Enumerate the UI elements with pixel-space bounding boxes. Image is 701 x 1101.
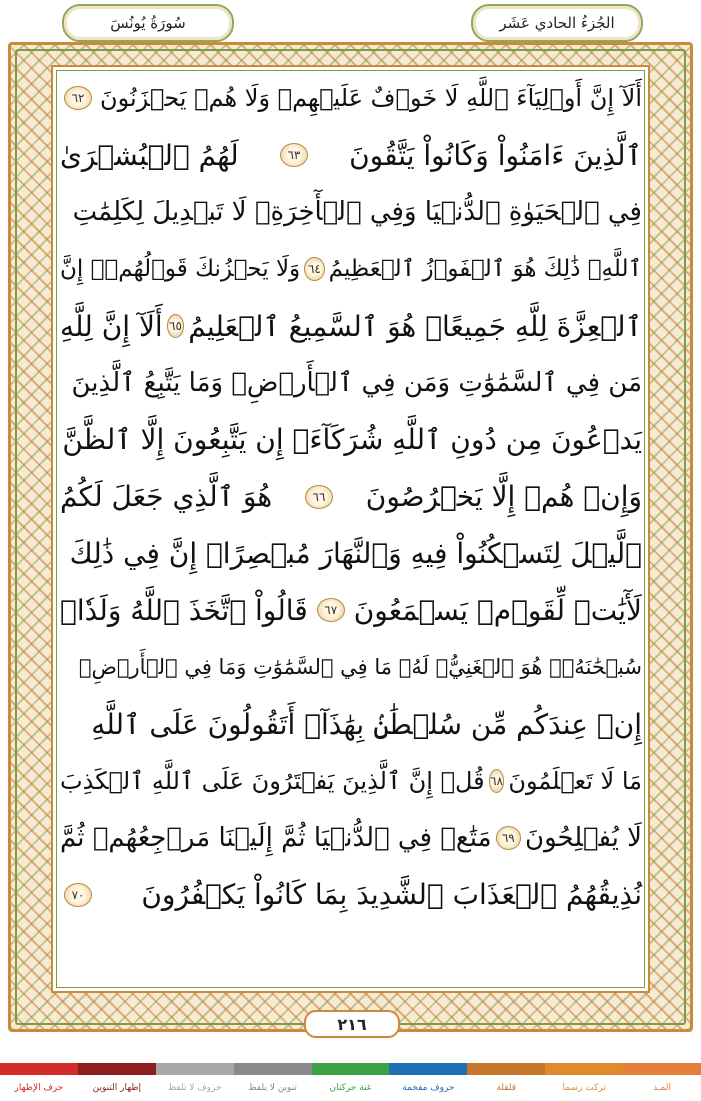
legend-item [0,1063,78,1101]
verse-number-marker: ٦٨ [489,769,505,793]
verse-number-marker: ٧٠ [64,883,92,907]
verse-line-text: لَا يُفۡلِحُونَ [525,823,642,854]
juz-title: الجُزءُ الحادي عَشَر [471,4,643,42]
legend-item [467,1063,545,1101]
verse-line-text: ٱللَّهِۚ ذَٰلِكَ هُوَ ٱلۡفَوۡزُ ٱلۡعَظِيمُ [328,256,642,283]
verse-line-text: لَهُمُ ٱلۡبُشۡرَىٰ [60,138,239,172]
verse-line-text: مَا لَا تَعۡلَمُونَ [508,767,642,796]
verse-line [60,70,642,127]
legend-item [312,1063,390,1101]
verse-line [60,866,642,923]
legend-label: غنة حركتان [329,1083,372,1093]
legend-label: تنوين لا يلفظ [248,1083,297,1093]
legend-color-swatch [234,1063,312,1075]
verse-number-marker: ٦٩ [496,826,521,850]
verse-line [60,468,642,525]
page-number: ٢١٦ [304,1010,400,1038]
verse-line-text: قُلۡ إِنَّ ٱلَّذِينَ يَفۡتَرُونَ عَلَى ٱللَّهِ ٱلۡكَذِبَ [60,767,485,796]
verse-line-text: يَدۡعُونَ مِن دُونِ ٱللَّهِ شُرَكَآءَۚ إِن يَتَّبِعُونَ إِلَّا ٱلظَّنَّ [62,423,642,457]
verse-line-text: نُذِيقُهُمُ ٱلۡعَذَابَ ٱلشَّدِيدَ بِمَا كَانُواْ يَكۡفُرُونَ [141,878,642,912]
legend-color-swatch [467,1063,545,1075]
legend-label: حرف الإظهار [14,1083,64,1093]
verse-line-text: أَلَآ إِنَّ لِلَّهِ [60,309,163,343]
verse-line-text: مَتَٰعٞ فِي ٱلدُّنۡيَا ثُمَّ إِلَيۡنَا مَرۡجِعُهُمۡ ثُمَّ [60,823,492,854]
verse-number-marker: ٦٧ [317,598,345,622]
legend-item [156,1063,234,1101]
legend-label: تركت رسما [562,1083,606,1093]
verse-line [60,411,642,468]
legend-label: إظهار التنوين [92,1083,142,1093]
tajweed-legend [0,1063,701,1101]
verse-line [60,241,642,298]
legend-label: قلقلة [496,1083,517,1093]
verse-number-marker: ٦٣ [280,143,308,167]
legend-item [623,1063,701,1101]
verse-text [60,70,642,980]
verse-number-marker: ٦٢ [64,86,92,110]
verse-line-text: سُبۡحَٰنَهُۥۖ هُوَ ٱلۡغَنِيُّۖ لَهُۥ مَا فِي ٱلسَّمَٰوَٰتِ وَمَا فِي ٱلۡأَرۡضِۚ [78,655,642,680]
legend-color-swatch [0,1063,78,1075]
verse-line-text: فِي ٱلۡحَيَوٰةِ ٱلدُّنۡيَا وَفِي ٱلۡأٓخِرَةِۚ لَا تَبۡدِيلَ لِكَلِمَٰتِ [72,197,642,228]
verse-line [60,354,642,411]
verse-line-text: قَالُواْ ٱتَّخَذَ ٱللَّهُ وَلَدٗاۗ [60,593,308,627]
verse-number-marker: ٦٥ [167,314,185,338]
legend-item [78,1063,156,1101]
legend-label: حروف مفخمة [402,1083,455,1093]
verse-line-text: ٱلۡعِزَّةَ لِلَّهِ جَمِيعًاۚ هُوَ ٱلسَّمِيعُ ٱلۡعَلِيمُ [188,309,642,343]
verse-line [60,298,642,355]
legend-color-swatch [156,1063,234,1075]
verse-line [60,810,642,867]
legend-item [234,1063,312,1101]
verse-line-text: وَلَا يَحۡزُنكَ قَوۡلُهُمۡۘ إِنَّ [60,256,301,283]
verse-line-text: لَأٓيَٰتٖ لِّقَوۡمٖ يَسۡمَعُونَ [353,593,642,627]
verse-line [60,753,642,810]
verse-number-marker: ٦٦ [305,485,333,509]
legend-item [389,1063,467,1101]
surah-title: سُورَةُ يُونُسَ [62,4,234,42]
verse-line-text: ٱلَّيۡلَ لِتَسۡكُنُواْ فِيهِ وَٱلنَّهَارَ مُبۡصِرًاۚ إِنَّ فِي ذَٰلِكَ [69,537,642,571]
verse-line-text: ٱلَّذِينَ ءَامَنُواْ وَكَانُواْ يَتَّقُونَ [349,138,642,172]
verse-line [60,184,642,241]
verse-line-text: أَلَآ إِنَّ أَوۡلِيَآءَ ٱللَّهِ لَا خَوۡفٌ عَلَيۡهِمۡ وَلَا هُمۡ يَحۡزَنُونَ [99,84,642,113]
legend-label: حروف لا تلفظ [167,1083,222,1093]
verse-line [60,696,642,753]
legend-color-swatch [389,1063,467,1075]
verse-line-text: إِنۡ عِندَكُم مِّن سُلۡطَٰنِۢ بِهَٰذَآۚ أَتَقُولُونَ عَلَى ٱللَّهِ [91,707,642,741]
verse-line-text: مَن فِي ٱلسَّمَٰوَٰتِ وَمَن فِي ٱلۡأَرۡضِۗ وَمَا يَتَّبِعُ ٱلَّذِينَ [71,367,642,398]
verse-line [60,582,642,639]
verse-line-text: هُوَ ٱلَّذِي جَعَلَ لَكُمُ [60,480,273,514]
verse-line [60,127,642,184]
legend-color-swatch [623,1063,701,1075]
legend-color-swatch [312,1063,390,1075]
verse-line [60,525,642,582]
verse-line-text: وَإِنۡ هُمۡ إِلَّا يَخۡرُصُونَ [365,480,642,514]
verse-line [60,639,642,696]
legend-color-swatch [78,1063,156,1075]
legend-label: المـد [653,1083,671,1093]
legend-item [545,1063,623,1101]
legend-color-swatch [545,1063,623,1075]
verse-number-marker: ٦٤ [304,257,324,281]
